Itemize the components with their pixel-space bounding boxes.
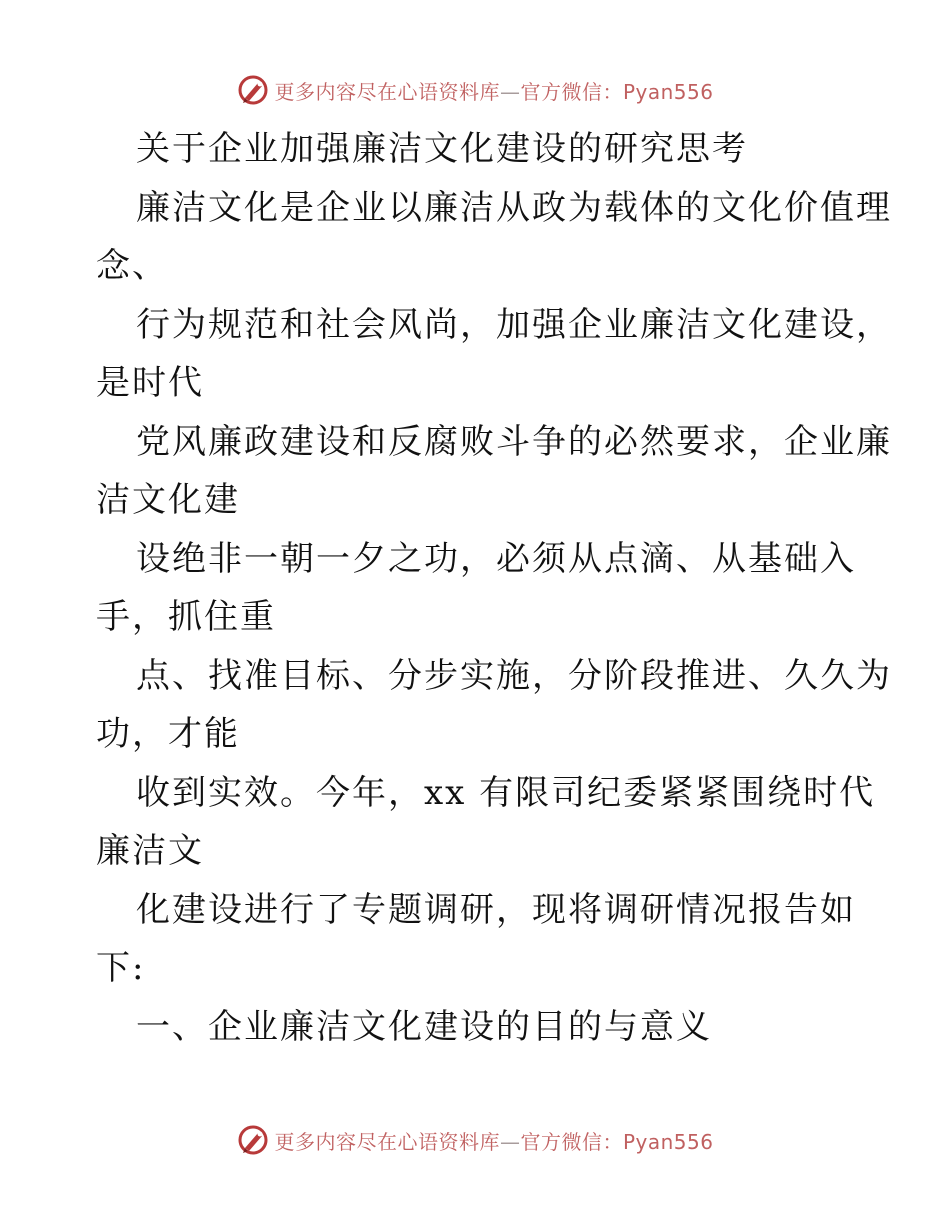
paragraph-line: 一、企业廉洁文化建设的目的与意义 [136, 1006, 712, 1047]
document-body [96, 120, 892, 1056]
footer-watermark [0, 1120, 950, 1160]
paragraph-line: 关于企业加强廉洁文化建设的研究思考 [136, 129, 748, 169]
paragraph-line: 功，才能 [96, 714, 240, 754]
paragraph-line: 手，抓住重 [96, 597, 276, 637]
pen-logo-icon [236, 73, 270, 107]
paragraph-line: 下: [96, 948, 146, 988]
paragraph-line: 廉洁文化是企业以廉洁从政为载体的文化价值理 [136, 187, 892, 228]
pen-logo-icon [236, 1123, 270, 1157]
paragraph-line: 点、找准目标、分步实施，分阶段推进、久久为 [136, 655, 892, 696]
paragraph-line: 设绝非一朝一夕之功，必须从点滴、从基础入 [136, 538, 856, 579]
paragraph-line: 党风廉政建设和反腐败斗争的必然要求，企业廉 [136, 421, 892, 462]
paragraph-line: 念、 [96, 246, 168, 286]
paragraph-line: 洁文化建 [96, 480, 240, 520]
header-watermark [0, 70, 950, 110]
watermark-text: 更多内容尽在心语资料库—官方微信：Pyan556 [274, 79, 714, 104]
watermark-text: 更多内容尽在心语资料库—官方微信：Pyan556 [274, 1129, 714, 1154]
paragraph-line: 收到实效。今年，xx 有限司纪委紧紧围绕时代 [136, 772, 876, 813]
paragraph-line: 廉洁文 [96, 831, 204, 871]
paragraph-line: 行为规范和社会风尚，加强企业廉洁文化建设， [136, 304, 892, 345]
paragraph-line: 化建设进行了专题调研，现将调研情况报告如 [136, 889, 856, 930]
paragraph-line: 是时代 [96, 363, 204, 403]
